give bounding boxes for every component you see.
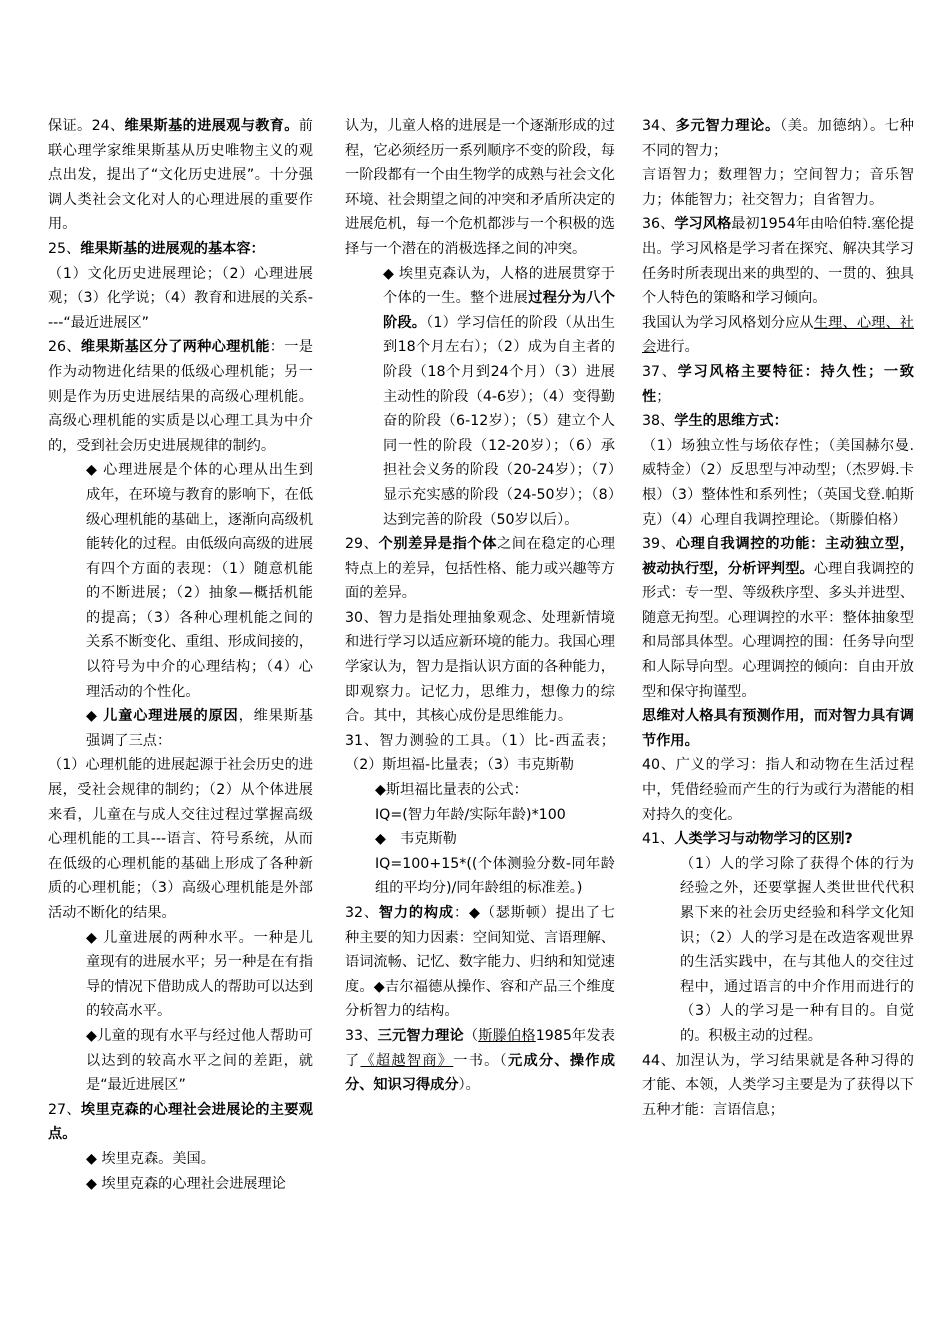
paragraph: 32、智力的构成：◆（瑟斯顿）提出了七种主要的知力因素：空间知觉、言语理解、语词流畅、记忆、数字能力、归纳和知觉速度。◆吉尔福德从操作、容和产品三个维度分析智力的结构。 [345, 905, 615, 1020]
paragraph: （1）文化历史进展理论；（2）心理进展观；（3）化学说；（4）教育和进展的关系----“最近进展区” [48, 265, 313, 331]
formula: IQ=100+15*((个体测验分数-同年龄组的平均分)/同年龄组的标准差。) [375, 855, 615, 897]
paragraph: 26、维果斯基区分了两种心理机能：一是作为动物进化结果的低级心理机能；另一则是作为历史进展结果的高级心理机能。高级心理机能的实质是以心理工具为中介的，受到社会历史进展规律的制约。 [48, 339, 313, 454]
column-right [642, 114, 914, 1122]
paragraph: （1）场独立性与场依存性；（美国赫尔曼.威特金）（2）反思型与冲动型；（杰罗姆.卡根）（3）整体性和系列性；（英国戈登.帕斯克）（4）心理自我调控理论。（斯滕伯格） [642, 437, 914, 528]
section-heading: 38、学生的思维方式： [642, 413, 788, 430]
paragraph: 我国认为学习风格划分应从生理、心理、社会进行。 [642, 314, 914, 356]
section-heading: 27、埃里克森的心理社会进展论的主要观点。 [48, 1101, 313, 1143]
section-heading: 25、维果斯基的进展观的基本容： [48, 240, 265, 257]
column-middle [345, 114, 615, 1098]
paragraph: 34、多元智力理论。（美。加德纳）。七种不同的智力； [642, 118, 914, 159]
paragraph: 认为，儿童人格的进展是一个逐渐形成的过程，它必须经历一系列顺序不变的阶段，每一阶段都有一个由生物学的成熟与社会文化环境、社会期望之间的冲突和矛盾所决定的进展危机，每一个危机都涉与一个积极的选择与一个潜在的消极选择之间的冲突。 [345, 118, 615, 257]
bullet-paragraph: ◆ 心理进展是个体的心理从出生到成年，在环境与教育的影响下，在低级心理机能的基础上，逐渐向高级机能转化的过程。由低级向高级的进展有四个方面的表现：（1）随意机能的不断进展；（2）抽象—概括机能的提高；（3）各种心理机能之间的关系不断变化、重组、形成间接的，以符号为中介的心理结构；（4）心理活动的个性化。 [86, 462, 314, 700]
paragraph: 33、三元智力理论（斯滕伯格1985年发表了《超越智商》一书。（元成分、操作成分、知识习得成分）。 [345, 1027, 615, 1094]
paragraph: 39、心理自我调控的功能：主动独立型，被动执行型，分析评判型。心理自我调控的形式：专一型、等级秩序型、多头并进型、随意无拘型。心理调控的水平：整体抽象型和局部具体型。心理调控的围：任务导向型和人际导向型。心理调控的倾向：自由开放型和保守拘谨型。 [642, 536, 914, 700]
section-heading: 41、人类学习与动物学习的区别? [642, 831, 853, 848]
paragraph: （1）心理机能的进展起源于社会历史的进展，受社会规律的制约；（2）从个体进展来看，儿童在与成人交往过程过掌握高级心理机能的工具---语言、符号系统，从而在低级的心理机能的基础上形成了各种新质的心理机能；（3）高级心理机能是外部活动不断化的结果。 [48, 757, 313, 921]
paragraph: 30、智力是指处理抽象观念、处理新情境和进行学习以适应新环境的能力。我国心理学家认为，智力是指认识方面的各种能力，即观察力。记忆力，思维力，想像力的综合。其中，其核心成份是思维能力。 [345, 609, 615, 725]
bullet-paragraph: ◆ 埃里克森的心理社会进展理论 [86, 1175, 286, 1192]
paragraph: 言语智力；数理智力；空间智力；音乐智力；体能智力；社交智力；自省智力。 [642, 167, 914, 208]
paragraph: 31、智力测验的工具。（1）比-西孟表；（2）斯坦福-比量表；（3）韦克斯勒 [345, 732, 615, 774]
bullet-paragraph: ◆ 儿童心理进展的原因，维果斯基强调了三点： [86, 708, 313, 749]
section-heading: 37、学习风格主要特征：持久性；一致性； [642, 363, 914, 405]
paragraph: 36、学习风格最初1954年由哈伯特.塞伦提出。学习风格是学习者在探究、解决其学习任务时所表现出来的典型的、一贯的、独具个人特色的策略和学习倾向。 [642, 216, 914, 307]
bullet-paragraph: ◆儿童的现有水平与经过他人帮助可以达到的较高水平之间的差距，就是“最近进展区” [86, 1027, 313, 1094]
indented-paragraph: （1）人的学习除了获得个体的行为经验之外，还要掌握人类世世代代积累下来的社会历史经验和科学文化知识；（2）人的学习是在改造客观世界的生活实践中，在与其他人的交往过程中，通过语言的中介作用而进行的（3）人的学习是一种有目的。自觉的。积极主动的过程。 [680, 855, 914, 1044]
bullet-paragraph: ◆ 埃里克森。美国。 [86, 1150, 215, 1167]
paragraph: 40、广义的学习：指人和动物在生活过程中，凭借经验而产生的行为或行为潜能的相对持久的变化。 [642, 757, 914, 823]
emphasis-paragraph: 思维对人格具有预测作用，而对智力具有调节作用。 [642, 708, 914, 749]
formula: IQ=(智力年龄/实际年龄)*100 [375, 806, 566, 823]
bullet-paragraph: ◆ 埃里克森认为，人格的进展贯穿于个体的一生。整个进展过程分为八个阶段。（1）学习信任的阶段（从出生到18个月左右）；（2）成为自主者的阶段（18个月到24个月）（3）进展主动性的阶段（4-6岁）；（4）变得勤奋的阶段（6-12岁）；（5）建立个人同一性的阶段（12-20岁）；（6）承担社会义务的阶段（20-24岁）；（7）显示充实感的阶段（24-50岁）；（8）达到完善的阶段（50岁以后）。 [383, 265, 615, 528]
paragraph: 29、个别差异是指个体之间在稳定的心理特点上的差异，包括性格、能力或兴趣等方面的差异。 [345, 536, 615, 602]
bullet-paragraph: ◆ 儿童进展的两种水平。一种是儿童现有的进展水平；另一种是在有指导的情况下借助成人的帮助可以达到的较高水平。 [86, 929, 314, 1020]
formula-label: ◆斯坦福比量表的公式： [375, 782, 528, 799]
column-left [48, 114, 313, 1196]
paragraph: 保证。24、维果斯基的进展观与教育。前联心理学家维果斯基从历史唯物主义的观点出发，提出了“文化历史进展”。十分强调人类社会文化对人的心理进展的重要作用。 [48, 118, 313, 233]
formula-label: ◆ 韦克斯勒 [375, 831, 457, 848]
paragraph: 44、加涅认为，学习结果就是各种习得的才能、本领，人类学习主要是为了获得以下五种才能：言语信息； [642, 1052, 914, 1118]
